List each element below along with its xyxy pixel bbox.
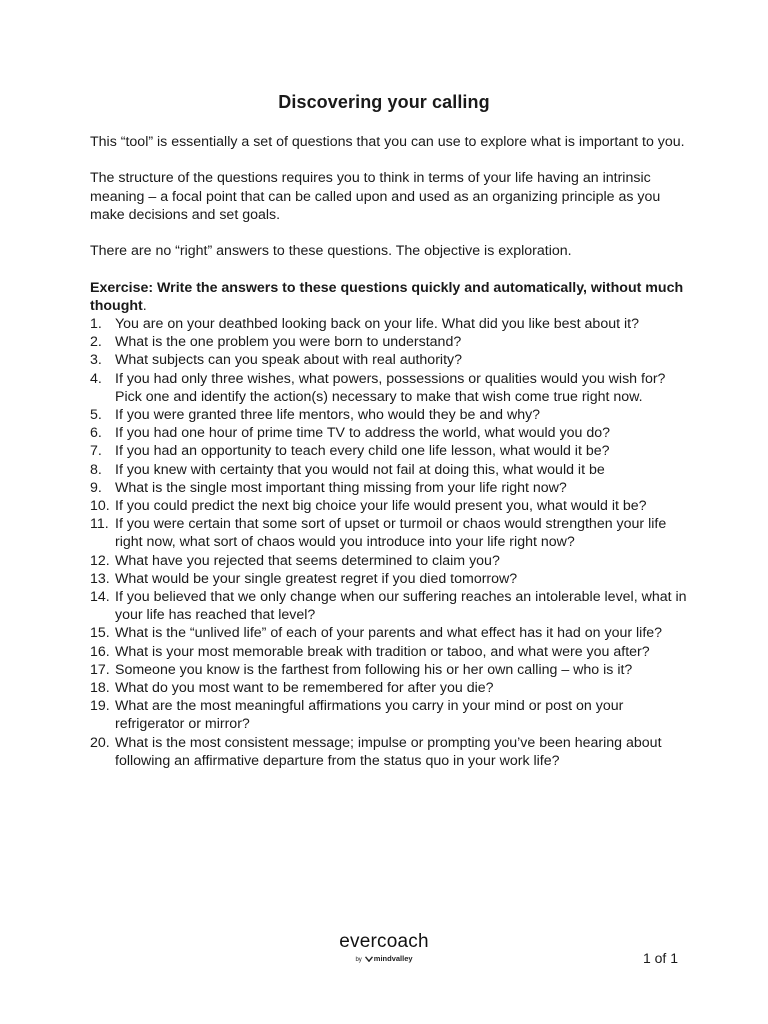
list-item: [90, 661, 690, 679]
question-text: What would be your single greatest regret if you died tomorrow?: [115, 570, 518, 587]
byline-partner: mindvalley: [373, 954, 413, 963]
exercise-heading: [90, 279, 690, 315]
list-item: [90, 479, 690, 497]
list-item: [90, 461, 690, 479]
list-item: [90, 643, 690, 661]
question-text: If you had one hour of prime time TV to address the world, what would you do?: [115, 425, 611, 442]
list-item: [90, 370, 690, 406]
question-text: What is the single most important thing missing from your life right now?: [115, 479, 567, 496]
objective-paragraph: There are no “right” answers to these questions. The objective is exploration.: [90, 243, 572, 260]
list-item: [90, 552, 690, 570]
intro-paragraph: This “tool” is essentially a set of questions that you can use to explore what is important to you.: [90, 134, 685, 150]
question-text: If you could predict the next big choice your life would present you, what would it be?: [115, 498, 647, 515]
question-number: 14.: [90, 589, 110, 606]
question-text: If you had an opportunity to teach every child one life lesson, what would it be?: [115, 443, 610, 460]
question-number: 18.: [90, 680, 110, 697]
question-number: 7.: [90, 443, 102, 460]
question-number: 1.: [90, 315, 102, 332]
page-title: Discovering your calling: [278, 92, 490, 112]
exercise-heading-text: Exercise: Write the answers to these questions quickly and automatically, without much thought: [90, 279, 684, 314]
list-item: [90, 734, 690, 770]
question-text: What is the most consistent message; impulse or prompting you’ve been hearing about following an affirmative departure from the status quo in your work life?: [115, 734, 662, 769]
question-text: Someone you know is the farthest from following his or her own calling – who is it?: [115, 661, 633, 678]
list-item: [90, 588, 690, 624]
structure-paragraph: The structure of the questions requires you to think in terms of your life having an intrinsic meaning – a focal point that can be called upon and used as an organizing principle as you make decisions and set goals.: [90, 170, 661, 223]
byline-by: by: [355, 957, 362, 963]
question-number: 9.: [90, 479, 102, 496]
page-indicator: 1 of 1: [642, 950, 678, 966]
list-item: [90, 497, 690, 515]
question-number: 4.: [90, 370, 102, 387]
list-item: [90, 406, 690, 424]
question-text: What is your most memorable break with tradition or taboo, and what were you after?: [115, 643, 650, 660]
question-text: If you were certain that some sort of upset or turmoil or chaos would strengthen your life right now, what sort of chaos would you introduce into your life right now?: [115, 516, 667, 551]
question-number: 13.: [90, 570, 110, 587]
question-text: What subjects can you speak about with real authority?: [115, 352, 462, 369]
question-number: 6.: [90, 425, 102, 442]
question-text: If you were granted three life mentors, who would they be and why?: [115, 407, 541, 423]
document-body: [90, 133, 690, 770]
question-text: If you believed that we only change when our suffering reaches an intolerable level, what in your life has reached that level?: [115, 589, 687, 624]
question-number: 11.: [90, 516, 109, 533]
list-item: [90, 570, 690, 588]
question-number: 5.: [90, 407, 102, 423]
question-text: What do you most want to be remembered for after you die?: [115, 680, 494, 697]
question-text: What is the “unlived life” of each of your parents and what effect has it had on your life?: [115, 625, 663, 642]
list-item: [90, 624, 690, 642]
question-list: [90, 315, 690, 770]
question-number: 20.: [90, 734, 110, 751]
question-text: What is the one problem you were born to understand?: [115, 334, 462, 351]
question-number: 2.: [90, 334, 102, 351]
question-number: 15.: [90, 625, 110, 642]
question-number: 16.: [90, 643, 110, 660]
list-item: [90, 697, 690, 733]
question-number: 17.: [90, 661, 110, 678]
question-number: 8.: [90, 461, 102, 478]
question-text: You are on your deathbed looking back on your life. What did you like best about it?: [115, 315, 639, 332]
list-item: [90, 515, 690, 551]
list-item: [90, 424, 690, 442]
list-item: [90, 679, 690, 697]
exercise-heading-period: .: [142, 297, 147, 314]
list-item: [90, 351, 690, 369]
question-text: If you knew with certainty that you would not fail at doing this, what would it be: [115, 461, 605, 478]
mindvalley-mark-icon: [365, 956, 373, 962]
evercoach-logo: evercoach: [339, 931, 429, 952]
list-item: [90, 333, 690, 351]
question-text: What are the most meaningful affirmations you carry in your mind or post on your refrigerator or mirror?: [115, 698, 624, 733]
question-text: What have you rejected that seems determined to claim you?: [115, 552, 500, 569]
question-text: If you had only three wishes, what powers, possessions or qualities would you wish for? Pick one and identify the action(s) necessary to make that wish come true right now.: [115, 370, 666, 405]
list-item: [90, 442, 690, 460]
question-number: 12.: [90, 552, 110, 569]
question-number: 3.: [90, 352, 102, 369]
question-number: 10.: [90, 498, 110, 515]
list-item: [90, 315, 690, 333]
question-number: 19.: [90, 698, 110, 715]
